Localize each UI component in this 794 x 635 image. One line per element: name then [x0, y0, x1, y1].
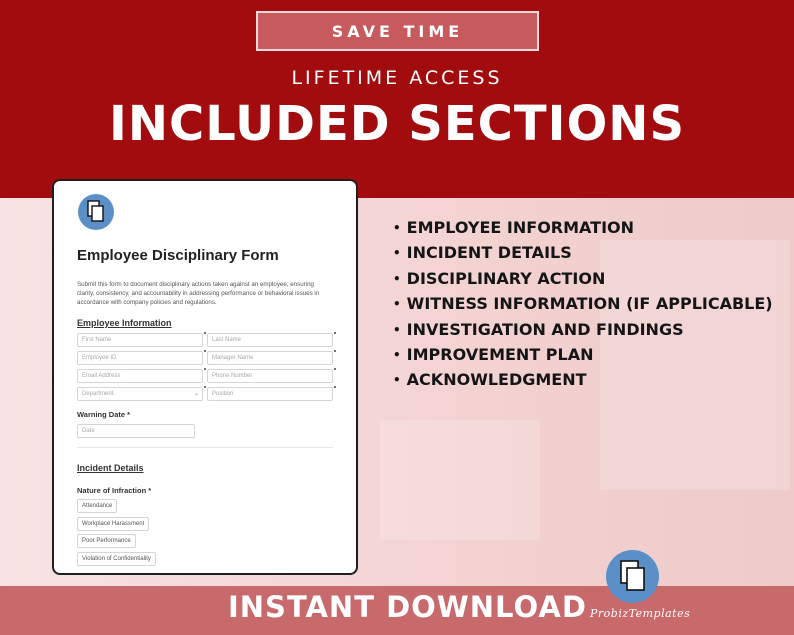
- email-input[interactable]: Email Address: [77, 369, 203, 383]
- warning-date-input[interactable]: Date: [77, 424, 195, 438]
- infraction-option-performance[interactable]: Poor Performance: [77, 534, 136, 548]
- nature-of-infraction-label: [77, 486, 151, 495]
- form-description: Submit this form to document disciplinary actions taken against an employee, ensuring clarity, consistency, and accountability in addressing performance or behavioral issues in accordance with company policies and regulations.: [77, 281, 320, 306]
- phone-input[interactable]: Phone Number: [207, 369, 333, 383]
- list-item: • EMPLOYEE INFORMATION: [393, 215, 773, 240]
- document-icon: [78, 194, 114, 230]
- required-dot: [334, 332, 336, 334]
- required-dot: [204, 368, 206, 370]
- manager-name-input[interactable]: Manager Name: [207, 351, 333, 365]
- list-item: • WITNESS INFORMATION (IF APPLICABLE): [393, 291, 773, 316]
- included-sections-headline: INCLUDED SECTIONS: [108, 96, 686, 152]
- position-input[interactable]: Position: [207, 387, 333, 401]
- chevron-down-icon: ⌄: [193, 391, 199, 397]
- last-name-input[interactable]: Last Name: [207, 333, 333, 347]
- list-item: • INVESTIGATION AND FINDINGS: [393, 317, 773, 342]
- required-dot: [334, 386, 336, 388]
- first-name-input[interactable]: First Name: [77, 333, 203, 347]
- employee-id-input[interactable]: Employee ID: [77, 351, 203, 365]
- required-dot: [204, 386, 206, 388]
- department-select[interactable]: [77, 387, 203, 401]
- lifetime-access-subheading: LIFETIME ACCESS: [291, 67, 503, 89]
- warning-date-label: [77, 410, 130, 419]
- infraction-option-harassment[interactable]: Workplace Harassment: [77, 517, 149, 531]
- list-item: • DISCIPLINARY ACTION: [393, 266, 773, 291]
- infraction-option-confidentiality[interactable]: Violation of Confidentiality: [77, 552, 156, 566]
- section-employee-information: Employee Information: [77, 318, 172, 328]
- required-dot: [334, 368, 336, 370]
- infraction-option-attendance[interactable]: Attendance: [77, 499, 117, 513]
- list-item: • INCIDENT DETAILS: [393, 240, 773, 265]
- nature-of-infraction-label-text: Nature of Infraction: [77, 486, 147, 495]
- list-item: • ACKNOWLEDGMENT: [393, 367, 773, 392]
- required-star: *: [127, 410, 131, 419]
- instant-download-text: INSTANT DOWNLOAD: [228, 590, 587, 624]
- form-title: Employee Disciplinary Form: [77, 247, 279, 264]
- brand-name: ProbizTemplates: [590, 607, 691, 620]
- list-item: • IMPROVEMENT PLAN: [393, 342, 773, 367]
- section-incident-details: Incident Details: [77, 463, 144, 473]
- required-star: *: [148, 486, 152, 495]
- warning-date-label-text: Warning Date: [77, 410, 126, 419]
- department-select-label: Department: [82, 391, 114, 397]
- brand-logo: [606, 550, 659, 603]
- save-time-badge: SAVE TIME: [256, 11, 539, 51]
- required-dot: [204, 350, 206, 352]
- background-shape: [380, 420, 540, 540]
- required-dot: [204, 332, 206, 334]
- section-divider: [77, 447, 333, 448]
- form-preview-card: [52, 179, 358, 575]
- included-sections-list: [393, 215, 773, 393]
- required-dot: [334, 350, 336, 352]
